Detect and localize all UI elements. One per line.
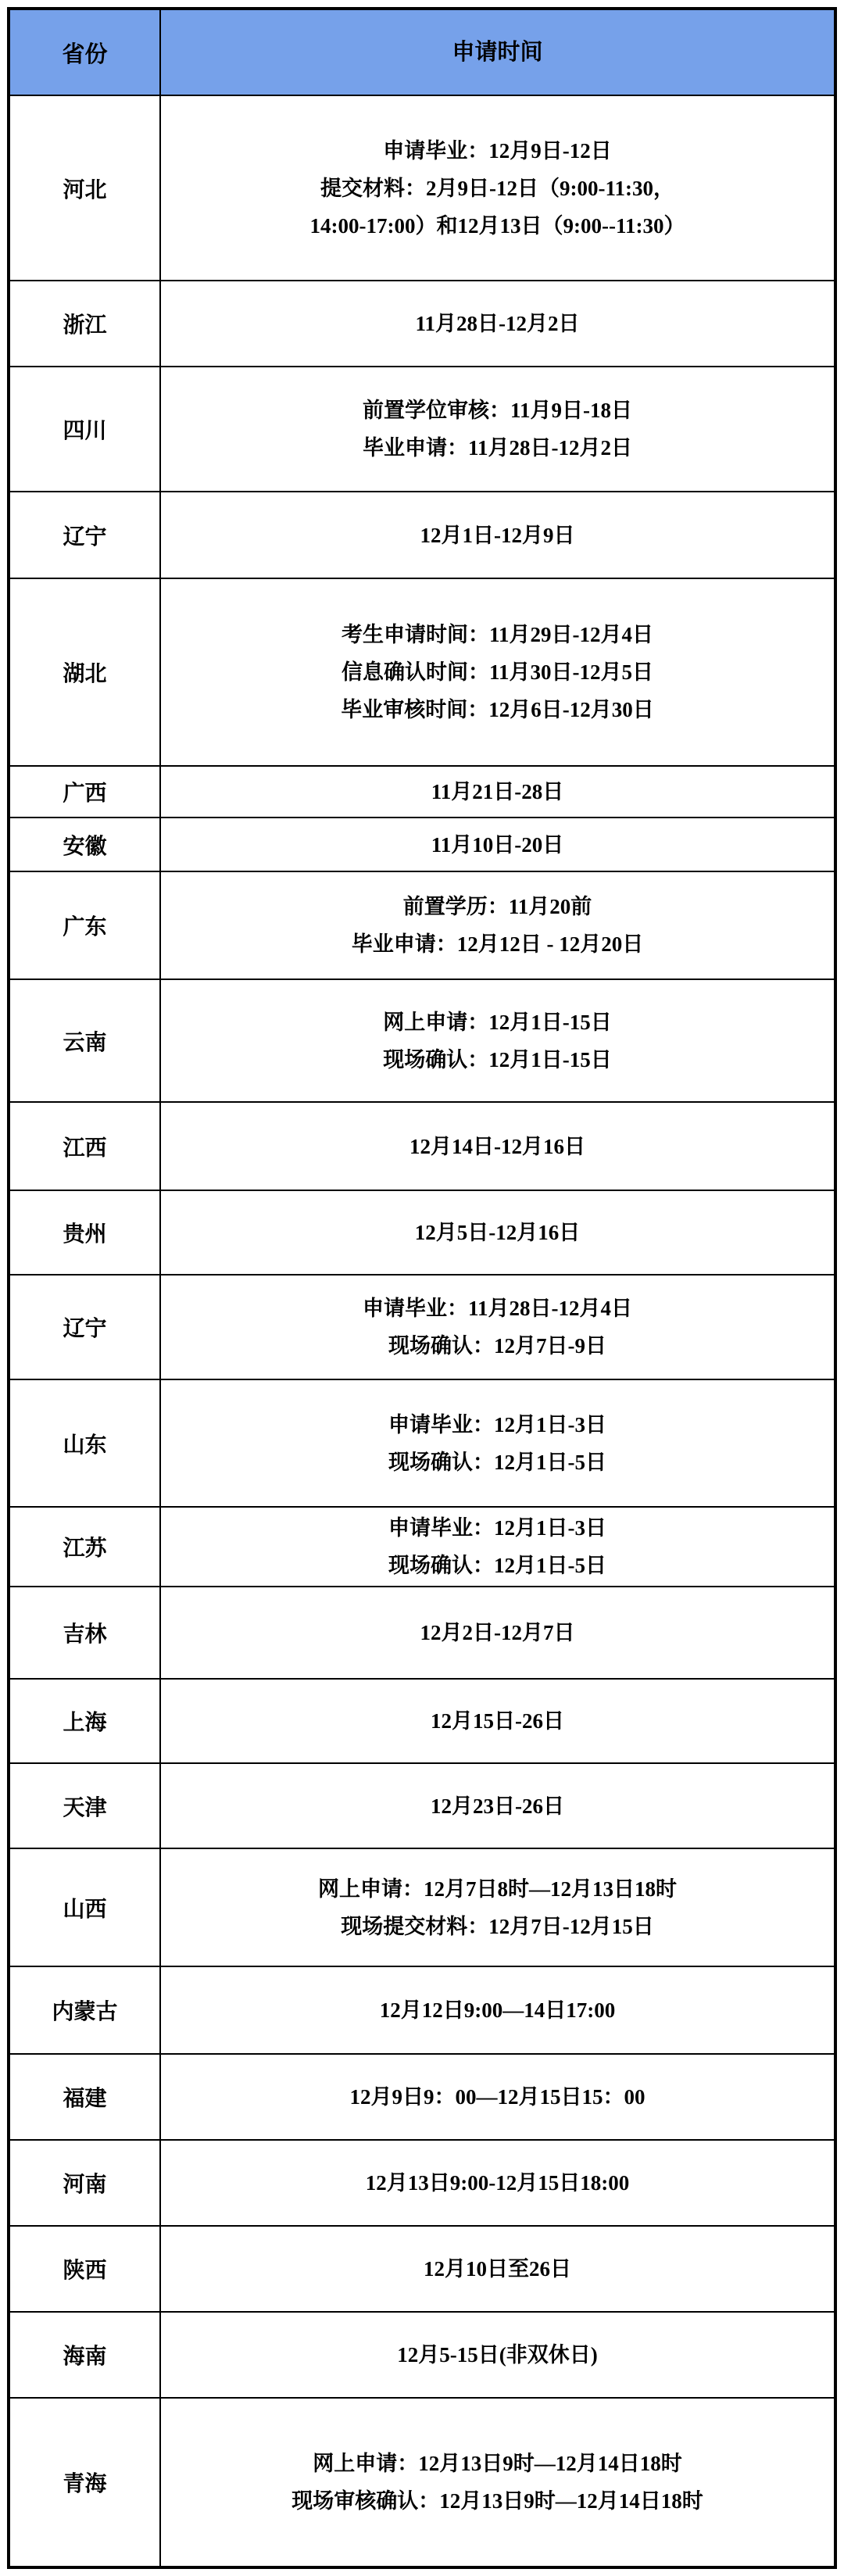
province-cell: 上海 — [10, 1680, 161, 1762]
table-row — [10, 367, 834, 492]
time-line: 12月15日-26日 — [431, 1709, 564, 1733]
table-row — [10, 2227, 834, 2313]
time-line: 申请毕业：12月9日-12日 — [383, 138, 612, 163]
table-row — [10, 1967, 834, 2055]
table-row — [10, 818, 834, 872]
table-row — [10, 2141, 834, 2227]
time-line: 申请毕业：12月1日-3日 — [388, 1516, 606, 1540]
time-cell — [161, 1103, 834, 1190]
province-cell: 云南 — [10, 980, 161, 1101]
time-cell — [161, 2141, 834, 2225]
time-line: 考生申请时间：11月29日-12月4日 — [341, 623, 653, 646]
province-cell: 辽宁 — [10, 1275, 161, 1379]
time-line: 提交材料：2月9日-12日（9:00-11:30， — [320, 176, 674, 200]
table-row — [10, 2399, 834, 2566]
time-line: 信息确认时间：11月30日-12月5日 — [341, 660, 653, 684]
table-row — [10, 492, 834, 579]
table-body — [10, 96, 834, 2566]
time-cell — [161, 579, 834, 765]
table-row — [10, 1380, 834, 1508]
time-cell — [161, 1680, 834, 1762]
time-cell — [161, 2055, 834, 2139]
province-cell: 四川 — [10, 367, 161, 491]
time-cell — [161, 2399, 834, 2566]
time-line: 现场审核确认：12月13日9时—12月14日18时 — [291, 2489, 703, 2513]
application-schedule-table — [7, 7, 837, 2569]
province-cell: 天津 — [10, 1764, 161, 1848]
time-line: 现场确认：12月1日-15日 — [383, 1047, 612, 1072]
time-line: 12月10日至26日 — [424, 2257, 571, 2281]
time-line: 14:00-17:00）和12月13日（9:00--11:30） — [309, 213, 685, 238]
time-cell — [161, 1967, 834, 2053]
table-row — [10, 2313, 834, 2399]
table-row — [10, 1587, 834, 1680]
table-row — [10, 579, 834, 767]
time-line: 前置学历：11月20前 — [402, 895, 592, 918]
table-row — [10, 767, 834, 818]
table-row — [10, 281, 834, 367]
time-cell — [161, 872, 834, 979]
table-row — [10, 872, 834, 980]
time-cell — [161, 367, 834, 491]
time-line: 申请毕业：11月28日-12月4日 — [362, 1297, 632, 1320]
time-line: 前置学位审核：11月9日-18日 — [362, 399, 632, 422]
time-line: 11月10日-20日 — [431, 832, 564, 857]
time-line: 12月2日-12月7日 — [420, 1621, 575, 1644]
table-row — [10, 980, 834, 1103]
province-cell: 内蒙古 — [10, 1967, 161, 2053]
time-cell — [161, 1508, 834, 1586]
time-line: 网上申请：12月1日-15日 — [383, 1010, 612, 1034]
table-row — [10, 1103, 834, 1191]
time-cell — [161, 1587, 834, 1678]
province-cell: 广东 — [10, 872, 161, 979]
time-cell — [161, 1275, 834, 1379]
time-line: 11月21日-28日 — [431, 780, 564, 803]
table-row — [10, 2055, 834, 2141]
province-cell: 江西 — [10, 1103, 161, 1190]
province-cell: 山西 — [10, 1849, 161, 1966]
time-line: 12月1日-12月9日 — [420, 523, 575, 547]
time-line: 11月28日-12月2日 — [415, 312, 580, 335]
province-cell: 河北 — [10, 96, 161, 280]
province-cell: 辽宁 — [10, 492, 161, 578]
province-cell: 河南 — [10, 2141, 161, 2225]
time-cell — [161, 1191, 834, 1274]
header-province: 省份 — [10, 10, 161, 95]
time-cell — [161, 281, 834, 366]
table-row — [10, 1849, 834, 1967]
time-line: 12月12日9:00—14日17:00 — [379, 1998, 616, 2022]
province-cell: 江苏 — [10, 1508, 161, 1586]
header-application-time: 申请时间 — [452, 40, 543, 65]
time-cell — [161, 2227, 834, 2311]
table-row — [10, 1680, 834, 1764]
time-line: 现场确认：12月7日-9日 — [388, 1334, 606, 1358]
table-row — [10, 1764, 834, 1849]
time-line: 12月14日-12月16日 — [409, 1134, 585, 1158]
time-line: 毕业审核时间：12月6日-12月30日 — [341, 698, 654, 721]
province-cell: 吉林 — [10, 1587, 161, 1678]
table-row — [10, 96, 834, 281]
time-cell — [161, 1380, 834, 1506]
time-line: 申请毕业：12月1日-3日 — [388, 1412, 606, 1436]
time-line: 网上申请：12月7日8时—12月13日18时 — [318, 1877, 677, 1901]
province-cell: 广西 — [10, 767, 161, 817]
time-cell — [161, 2313, 834, 2397]
time-line: 12月5日-12月16日 — [414, 1221, 581, 1244]
time-line: 现场确认：12月1日-5日 — [388, 1554, 606, 1577]
province-cell: 浙江 — [10, 281, 161, 366]
time-line: 现场确认：12月1日-5日 — [388, 1450, 606, 1474]
time-line: 12月5-15日(非双休日) — [397, 2343, 598, 2367]
province-cell: 海南 — [10, 2313, 161, 2397]
province-cell: 陕西 — [10, 2227, 161, 2311]
province-cell: 福建 — [10, 2055, 161, 2139]
time-line: 12月23日-26日 — [431, 1794, 564, 1818]
province-cell: 山东 — [10, 1380, 161, 1506]
time-line: 毕业申请：11月28日-12月2日 — [362, 436, 632, 460]
province-cell: 湖北 — [10, 579, 161, 765]
time-cell — [161, 1764, 834, 1848]
time-cell — [161, 980, 834, 1101]
table-row — [10, 1508, 834, 1587]
time-cell — [161, 818, 834, 871]
table-row — [10, 1191, 834, 1275]
table-row — [10, 1275, 834, 1380]
time-line: 现场提交材料：12月7日-12月15日 — [341, 1914, 654, 1938]
time-cell — [161, 1849, 834, 1966]
time-cell — [161, 96, 834, 280]
province-cell: 安徽 — [10, 818, 161, 871]
time-cell — [161, 492, 834, 578]
province-cell: 贵州 — [10, 1191, 161, 1274]
province-cell: 青海 — [10, 2399, 161, 2566]
time-line: 12月13日9:00-12月15日18:00 — [365, 2171, 630, 2195]
time-line: 12月9日9：00—12月15日15：00 — [349, 2085, 646, 2109]
time-line: 网上申请：12月13日9时—12月14日18时 — [313, 2452, 682, 2475]
time-line: 毕业申请：12月12日 - 12月20日 — [351, 932, 644, 956]
table-header-row — [10, 10, 834, 96]
time-cell — [161, 767, 834, 817]
